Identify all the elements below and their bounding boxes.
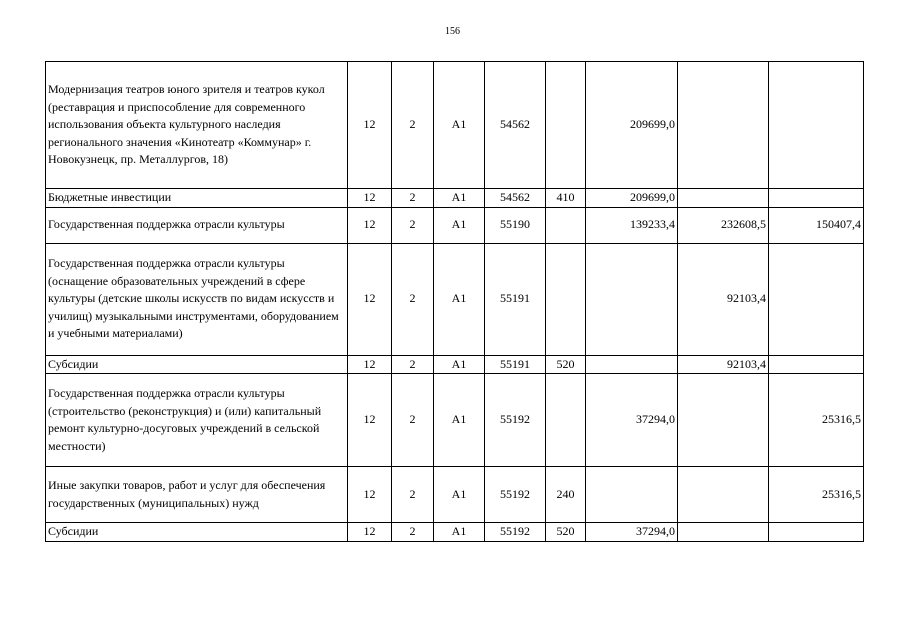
section-cell: 12 [348, 523, 392, 542]
program-cell: A1 [434, 62, 485, 189]
program-cell: A1 [434, 243, 485, 355]
table-row [46, 189, 864, 208]
section-cell: 12 [348, 467, 392, 523]
amount-year3-cell [769, 523, 864, 542]
expense-name-cell: Государственная поддержка отрасли культуры (строительство (реконструкция) и (или) капитальный ремонт культурно-досуговых учреждений в сельской местности) [46, 374, 348, 467]
table-row [46, 355, 864, 374]
expense-type-cell: 520 [546, 355, 586, 374]
page-number: 156 [445, 26, 460, 37]
amount-year3-cell [769, 62, 864, 189]
target-code-cell: 55190 [485, 207, 546, 243]
expense-type-cell [546, 62, 586, 189]
table-row [46, 207, 864, 243]
expense-name-cell: Государственная поддержка отрасли культуры (оснащение образовательных учреждений в сфере культуры (детские школы искусств по видам искусств и училищ) музыкальными инструментами, оборудованием и учебными материалами) [46, 243, 348, 355]
amount-year1-cell: 37294,0 [586, 523, 678, 542]
program-cell: A1 [434, 189, 485, 208]
table-row [46, 243, 864, 355]
target-code-cell: 55192 [485, 374, 546, 467]
amount-year2-cell: 232608,5 [678, 207, 769, 243]
program-cell: A1 [434, 523, 485, 542]
target-code-cell: 55192 [485, 467, 546, 523]
amount-year1-cell [586, 355, 678, 374]
section-cell: 12 [348, 374, 392, 467]
program-cell: A1 [434, 355, 485, 374]
amount-year2-cell: 92103,4 [678, 355, 769, 374]
table-row [46, 62, 864, 189]
program-cell: A1 [434, 374, 485, 467]
target-code-cell: 54562 [485, 189, 546, 208]
expense-name-cell: Иные закупки товаров, работ и услуг для обеспечения государственных (муниципальных) нужд [46, 467, 348, 523]
expense-name-cell: Государственная поддержка отрасли культуры [46, 207, 348, 243]
expense-type-cell: 410 [546, 189, 586, 208]
subsection-cell: 2 [392, 189, 434, 208]
amount-year1-cell [586, 243, 678, 355]
subsection-cell: 2 [392, 62, 434, 189]
amount-year3-cell [769, 355, 864, 374]
expense-name-cell: Субсидии [46, 355, 348, 374]
expense-type-cell: 240 [546, 467, 586, 523]
table-row [46, 467, 864, 523]
target-code-cell: 55192 [485, 523, 546, 542]
expense-name-cell: Субсидии [46, 523, 348, 542]
target-code-cell: 55191 [485, 355, 546, 374]
expense-type-cell [546, 207, 586, 243]
subsection-cell: 2 [392, 207, 434, 243]
target-code-cell: 55191 [485, 243, 546, 355]
section-cell: 12 [348, 62, 392, 189]
subsection-cell: 2 [392, 523, 434, 542]
subsection-cell: 2 [392, 467, 434, 523]
amount-year3-cell: 25316,5 [769, 374, 864, 467]
subsection-cell: 2 [392, 374, 434, 467]
amount-year2-cell [678, 374, 769, 467]
amount-year3-cell: 150407,4 [769, 207, 864, 243]
amount-year2-cell: 92103,4 [678, 243, 769, 355]
amount-year3-cell [769, 189, 864, 208]
amount-year1-cell: 37294,0 [586, 374, 678, 467]
section-cell: 12 [348, 243, 392, 355]
expense-name-cell: Модернизация театров юного зрителя и театров кукол (реставрация и приспособление для современного использования объекта культурного наследия регионального значения «Кинотеатр «Коммунар» г. Новокузнецк, пр. Металлургов, 18) [46, 62, 348, 189]
expense-type-cell: 520 [546, 523, 586, 542]
budget-table [45, 61, 864, 542]
section-cell: 12 [348, 189, 392, 208]
table-row [46, 523, 864, 542]
amount-year2-cell [678, 467, 769, 523]
amount-year1-cell: 209699,0 [586, 189, 678, 208]
amount-year1-cell [586, 467, 678, 523]
expense-type-cell [546, 243, 586, 355]
expense-name-cell: Бюджетные инвестиции [46, 189, 348, 208]
amount-year2-cell [678, 523, 769, 542]
section-cell: 12 [348, 355, 392, 374]
amount-year1-cell: 139233,4 [586, 207, 678, 243]
section-cell: 12 [348, 207, 392, 243]
subsection-cell: 2 [392, 243, 434, 355]
amount-year3-cell: 25316,5 [769, 467, 864, 523]
amount-year1-cell: 209699,0 [586, 62, 678, 189]
program-cell: A1 [434, 207, 485, 243]
amount-year3-cell [769, 243, 864, 355]
expense-type-cell [546, 374, 586, 467]
amount-year2-cell [678, 62, 769, 189]
amount-year2-cell [678, 189, 769, 208]
target-code-cell: 54562 [485, 62, 546, 189]
table-row [46, 374, 864, 467]
program-cell: A1 [434, 467, 485, 523]
subsection-cell: 2 [392, 355, 434, 374]
